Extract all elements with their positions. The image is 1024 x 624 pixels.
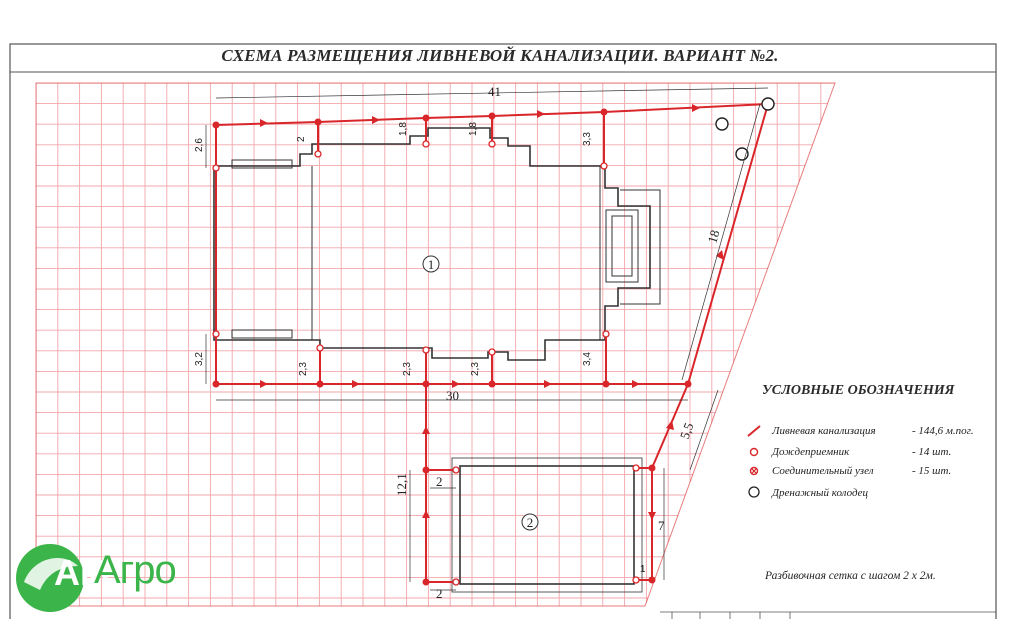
logo-agro-text: Агро [94,548,176,592]
legend-value-pipe: - 144,6 м.пог. [912,425,974,437]
title-block [660,612,996,619]
dim-left-top: 2,6 [194,138,205,152]
dim-short-diag: 5,5 [676,420,697,442]
storm-drain-network [216,104,768,582]
legend-item-junction: Соединительный узел [772,465,874,477]
layout-grid [36,83,840,606]
legend-title: УСЛОВНЫЕ ОБОЗНАЧЕНИЯ [762,383,955,398]
dim-b2-height: 12,1 [394,473,409,496]
dim-b2-right7: 7 [658,518,665,533]
building-1 [214,128,660,360]
legend-item-inlet: Дождеприемник [772,446,850,458]
dimension-lines [206,88,768,590]
dim-b2-right1: 1 [640,564,646,575]
grid-note: Разбивочная сетка с шагом 2 х 2м. [765,570,936,582]
plot-boundary [36,83,835,606]
drainage-wells [716,98,774,160]
dim-top-18b: 1,8 [468,122,479,136]
dim-bottom-length: 30 [446,388,459,403]
building-2 [452,458,642,592]
page-title: СХЕМА РАЗМЕЩЕНИЯ ЛИВНЕВОЙ КАНАЛИЗАЦИИ. ВАРИАНТ №2. [221,46,779,65]
dim-bot-23c: 2,3 [470,362,481,376]
legend-pipe-symbol [748,426,760,436]
logo-am-text: АМ [54,552,110,593]
legend-value-junction: - 15 шт. [912,465,952,477]
dim-diag-length: 18 [704,228,723,245]
dim-b2-top2: 2 [436,474,443,489]
dim-b2-bot2: 2 [436,586,443,601]
legend-well-symbol [749,487,759,497]
dim-top-18a: 1,8 [398,122,409,136]
dimension-labels [194,84,722,601]
dim-bot-23b: 2,3 [402,362,413,376]
legend-inlet-symbol [751,449,758,456]
dim-top-2: 2 [296,136,307,142]
dim-left-32: 3,2 [194,352,205,366]
sheet-frame [10,44,996,619]
building-1-number: 1 [427,257,435,272]
legend-item-well: Дренажный колодец [772,487,869,499]
dim-bot-23a: 2,3 [298,362,309,376]
legend-item-pipe: Ливневая канализация [772,425,876,437]
dim-right-34: 3,4 [582,352,593,366]
building-2-number: 2 [526,515,534,530]
legend-value-inlet: - 14 шт. [912,446,952,458]
dim-right-33: 3,3 [582,132,593,146]
dim-top-length: 41 [488,84,501,99]
legend-symbols [748,426,760,497]
